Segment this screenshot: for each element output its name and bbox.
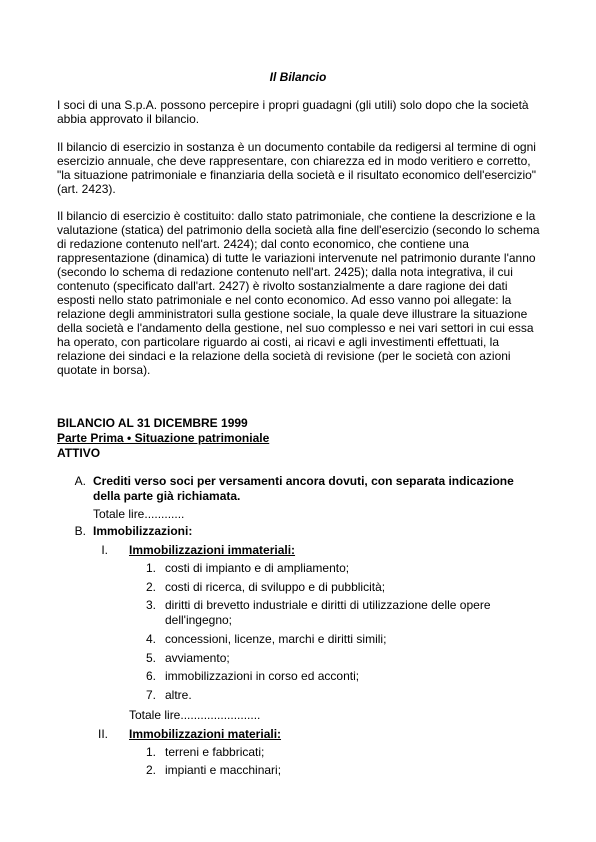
- list-item-number: 4.: [145, 632, 156, 646]
- list-item-number: 2.: [145, 580, 156, 594]
- item-b-i-total: Totale lire........................: [129, 708, 261, 722]
- list-item-number: 6.: [145, 669, 156, 683]
- item-a-line1: Crediti verso soci per versamenti ancora dovuti, con separata indicazione: [93, 474, 514, 488]
- paragraph-intro: I soci di una S.p.A. possono percepire i propri guadagni (gli utili) solo dopo che la società abbia approvato il bilancio.: [57, 98, 529, 126]
- item-a-total: Totale lire............: [93, 507, 185, 521]
- list-marker-a: A.: [74, 474, 86, 488]
- list-item-number: 7.: [145, 688, 156, 702]
- bilancio-heading: BILANCIO AL 31 DICEMBRE 1999: [57, 416, 248, 430]
- bilancio-part-title: Parte Prima • Situazione patrimoniale: [57, 431, 270, 445]
- list-item: avviamento;: [165, 651, 230, 665]
- list-item: terreni e fabbricati;: [165, 745, 265, 759]
- list-item-number: 1.: [145, 561, 156, 575]
- bilancio-section-title: ATTIVO: [57, 446, 101, 460]
- item-b-i-label: Immobilizzazioni immateriali:: [129, 543, 296, 557]
- item-b-label: Immobilizzazioni:: [93, 524, 193, 538]
- list-item-number: 2.: [145, 763, 156, 777]
- list-item: costi di impianto e di ampliamento;: [165, 561, 350, 575]
- list-item: altre.: [165, 688, 192, 702]
- paragraph-composition: Il bilancio di esercizio è costituito: dallo stato patrimoniale, che contiene la descrizione e la valutazione (statica) del patrimonio della società alla fine dell'esercizio (secondo lo schema di redazione contenuto nell'art. 2424); dal conto economico, che contiene una rappresentazione (dinamica) di tutte le variazioni intervenute nel patrimonio durante l'anno (secondo lo schema di redazione contenuto nell'art. 2425); dalla nota integrativa, il cui contenuto (specificato dall'art. 2427) è rivolto sostanzialmente a dare ragione dei dati esposti nello stato patrimoniale e nel conto economico. Ad esso vanno poi allegate: la relazione degli amministratori sulla gestione sociale, la quale deve illustrare la situazione della società e l'andamento della gestione, nel suo complesso e nei vari settori in cui essa ha operato, con particolare riguardo ai costi, ai ricavi e agli investimenti effettuati, la relazione dei sindaci e la relazione della società di revisione (per le società con azioni quotate in borsa).: [57, 209, 540, 377]
- list-item-number: 3.: [145, 598, 156, 612]
- page-title: Il Bilancio: [269, 70, 327, 84]
- item-a-line2: della parte già richiamata.: [93, 489, 241, 503]
- item-b-ii-label: Immobilizzazioni materiali:: [129, 727, 282, 741]
- list-item: diritti di brevetto industriale e diritti di utilizzazione delle opere: [165, 598, 491, 612]
- bilancio-header: [57, 416, 269, 461]
- list-item-number: 5.: [145, 651, 156, 665]
- list-marker-b-ii: II.: [97, 727, 108, 741]
- list-item: immobilizzazioni in corso ed acconti;: [165, 669, 360, 683]
- list-item: concessioni, licenze, marchi e diritti simili;: [165, 632, 387, 646]
- list-item-number: 1.: [145, 745, 156, 759]
- list-item-continuation: dell'ingegno;: [165, 613, 233, 627]
- list-item: impianti e macchinari;: [165, 763, 282, 777]
- paragraph-definition: Il bilancio di esercizio in sostanza è un documento contabile da redigersi al termine di ogni esercizio annuale, che deve rappresentare, con chiarezza ed in modo veritiero e corretto, "la situazione patrimoniale e finanziaria della società e il risultato economico dell'esercizio" (art. 2423).: [57, 140, 537, 196]
- list-marker-b-i: I.: [101, 543, 108, 557]
- list-item: costi di ricerca, di sviluppo e di pubblicità;: [165, 580, 386, 594]
- list-marker-b: B.: [74, 524, 86, 538]
